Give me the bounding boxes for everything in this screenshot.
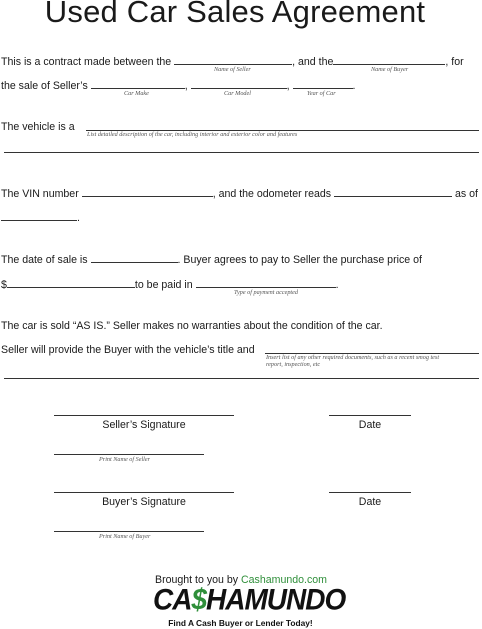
payment-type-caption: Type of payment accepted bbox=[234, 289, 298, 296]
seller-date-line[interactable] bbox=[329, 415, 411, 416]
vehicle-description-field-2[interactable] bbox=[4, 152, 479, 153]
as-is-statement: The car is sold “AS IS.” Seller makes no warranties about the condition of the car. bbox=[1, 320, 383, 332]
car-model-caption: Car Model bbox=[224, 90, 251, 97]
period-text: . bbox=[335, 279, 339, 291]
seller-date-label: Date bbox=[358, 419, 382, 431]
period-text: . bbox=[352, 80, 356, 92]
vehicle-label: The vehicle is a bbox=[1, 121, 75, 133]
sale-date-line bbox=[1, 253, 422, 266]
date-of-sale-text: The date of sale is bbox=[1, 254, 88, 266]
documents-field-2[interactable] bbox=[4, 378, 479, 379]
vin-odometer-line bbox=[1, 187, 478, 200]
logo-text-start: CA bbox=[153, 583, 192, 616]
buyer-date-line[interactable] bbox=[329, 492, 411, 493]
purchase-price-text: . Buyer agrees to pay to Seller the purchase price of bbox=[177, 254, 422, 266]
vehicle-description-caption: List detailed description of the car, including interior and exterior color and features bbox=[87, 131, 298, 138]
vin-field[interactable] bbox=[82, 187, 213, 197]
seller-signature-label: Seller’s Signature bbox=[102, 419, 186, 431]
logo-text-end: HAMUNDO bbox=[206, 583, 346, 616]
to-be-paid-text: to be paid in bbox=[134, 279, 193, 291]
logo-wordmark bbox=[153, 583, 346, 616]
sale-date-field[interactable] bbox=[91, 253, 178, 263]
for-text: , for bbox=[445, 56, 464, 68]
as-of-text: as of bbox=[454, 188, 478, 200]
seller-signature-line[interactable] bbox=[54, 415, 234, 416]
odometer-date-field[interactable] bbox=[1, 211, 77, 221]
payment-type-field[interactable] bbox=[196, 278, 336, 288]
brought-by-text: Brought to you by bbox=[155, 574, 239, 586]
seller-print-name-line[interactable] bbox=[54, 454, 204, 455]
car-model-field[interactable] bbox=[191, 79, 287, 89]
and-the-text: , and the bbox=[292, 56, 334, 68]
car-year-field[interactable] bbox=[293, 79, 353, 89]
car-make-caption: Car Make bbox=[124, 90, 149, 97]
cashamundo-link[interactable]: Cashamundo.com bbox=[241, 574, 327, 586]
buyer-signature-label: Buyer’s Signature bbox=[102, 496, 186, 508]
odometer-field[interactable] bbox=[334, 187, 452, 197]
buyer-signature-line[interactable] bbox=[54, 492, 234, 493]
logo-tagline: Find A Cash Buyer or Lender Today! bbox=[168, 618, 313, 628]
logo-dollar-sign: $ bbox=[191, 583, 207, 616]
buyer-print-name-line[interactable] bbox=[54, 531, 204, 532]
car-year-caption: Year of Car bbox=[307, 90, 336, 97]
price-field[interactable] bbox=[7, 278, 135, 288]
car-make-field[interactable] bbox=[91, 79, 185, 89]
dollar-sign: $ bbox=[1, 279, 7, 291]
buyer-print-name-caption: Print Name of Buyer bbox=[99, 533, 151, 540]
odometer-text: , and the odometer reads bbox=[212, 188, 332, 200]
comma-text: , bbox=[286, 80, 290, 92]
buyer-name-caption: Name of Buyer bbox=[371, 66, 409, 73]
odometer-date-line bbox=[1, 211, 80, 224]
car-details-line bbox=[1, 79, 355, 92]
documents-caption-2: report, inspection, etc bbox=[266, 361, 321, 368]
seller-name-field[interactable] bbox=[174, 55, 292, 65]
cashamundo-logo[interactable] bbox=[153, 583, 346, 619]
vin-text: The VIN number bbox=[1, 188, 79, 200]
seller-print-name-caption: Print Name of Seller bbox=[99, 456, 151, 463]
buyer-name-field[interactable] bbox=[333, 55, 445, 65]
document-title: Used Car Sales Agreement bbox=[44, 0, 426, 29]
contract-intro-text: This is a contract made between the bbox=[1, 56, 172, 68]
comma-text: , bbox=[184, 80, 188, 92]
sale-of-seller-text: the sale of Seller’s bbox=[1, 80, 88, 92]
buyer-date-label: Date bbox=[358, 496, 382, 508]
title-provision-text: Seller will provide the Buyer with the vehicle’s title and bbox=[1, 344, 255, 356]
period-text: . bbox=[77, 212, 80, 224]
seller-name-caption: Name of Seller bbox=[214, 66, 251, 73]
documents-caption-1: Insert list of any other required documents, such as a recent smog test bbox=[266, 354, 440, 361]
